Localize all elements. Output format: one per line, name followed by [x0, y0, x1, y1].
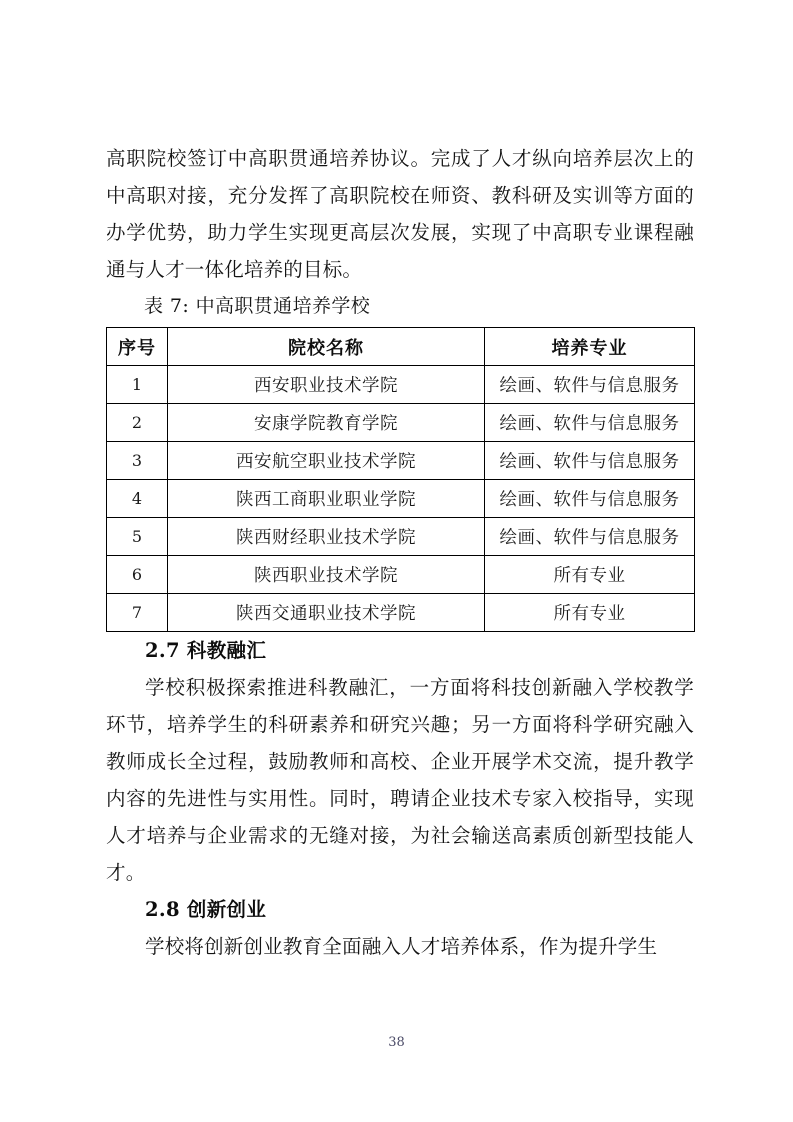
column-header-no: 序号: [107, 328, 168, 366]
cell-school: 安康学院教育学院: [168, 404, 485, 442]
table-row: [107, 366, 695, 404]
column-header-school: 院校名称: [168, 328, 485, 366]
cell-no: 4: [107, 480, 168, 518]
cell-school: 西安航空职业技术学院: [168, 442, 485, 480]
cell-no: 1: [107, 366, 168, 404]
cell-school: 西安职业技术学院: [168, 366, 485, 404]
cell-school: 陕西交通职业技术学院: [168, 594, 485, 632]
cell-major: 所有专业: [485, 594, 695, 632]
paragraph-continuation: 高职院校签订中高职贯通培养协议。完成了人才纵向培养层次上的中高职对接，充分发挥了高职院校在师资、教科研及实训等方面的办学优势，助力学生实现更高层次发展，实现了中高职专业课程融通与人才一体化培养的目标。: [106, 147, 694, 281]
table-container: [106, 327, 694, 632]
section-heading-2-7: 2.7 科教融汇: [145, 639, 267, 662]
cell-major: 绘画、软件与信息服务: [485, 480, 695, 518]
table-row: [107, 518, 695, 556]
table-header-row: [107, 328, 695, 366]
table-row: [107, 480, 695, 518]
cell-no: 3: [107, 442, 168, 480]
cell-no: 5: [107, 518, 168, 556]
column-header-major: 培养专业: [485, 328, 695, 366]
table-row: [107, 404, 695, 442]
table-row: [107, 556, 695, 594]
cell-no: 2: [107, 404, 168, 442]
cell-major: 绘画、软件与信息服务: [485, 366, 695, 404]
cell-major: 绘画、软件与信息服务: [485, 404, 695, 442]
section-heading-2-8: 2.8 创新创业: [145, 898, 267, 921]
section-2-7-paragraph: 学校积极探索推进科教融汇，一方面将科技创新融入学校教学环节，培养学生的科研素养和研究兴趣；另一方面将科学研究融入教师成长全过程，鼓励教师和高校、企业开展学术交流，提升教学内容的先进性与实用性。同时，聘请企业技术专家入校指导，实现人才培养与企业需求的无缝对接，为社会输送高素质创新型技能人才。: [106, 676, 694, 884]
cell-school: 陕西工商职业职业学院: [168, 480, 485, 518]
cell-no: 7: [107, 594, 168, 632]
page-number: 38: [388, 1035, 405, 1050]
cell-major: 所有专业: [485, 556, 695, 594]
page-content: [106, 140, 694, 965]
table-row: [107, 594, 695, 632]
cell-major: 绘画、软件与信息服务: [485, 442, 695, 480]
table-row: [107, 442, 695, 480]
cell-no: 6: [107, 556, 168, 594]
section-2-8-paragraph: 学校将创新创业教育全面融入人才培养体系，作为提升学生: [145, 935, 658, 958]
cell-school: 陕西职业技术学院: [168, 556, 485, 594]
vocational-schools-table: [106, 327, 695, 632]
cell-major: 绘画、软件与信息服务: [485, 518, 695, 556]
table-caption: 表 7: 中高职贯通培养学校: [144, 295, 371, 317]
cell-school: 陕西财经职业技术学院: [168, 518, 485, 556]
